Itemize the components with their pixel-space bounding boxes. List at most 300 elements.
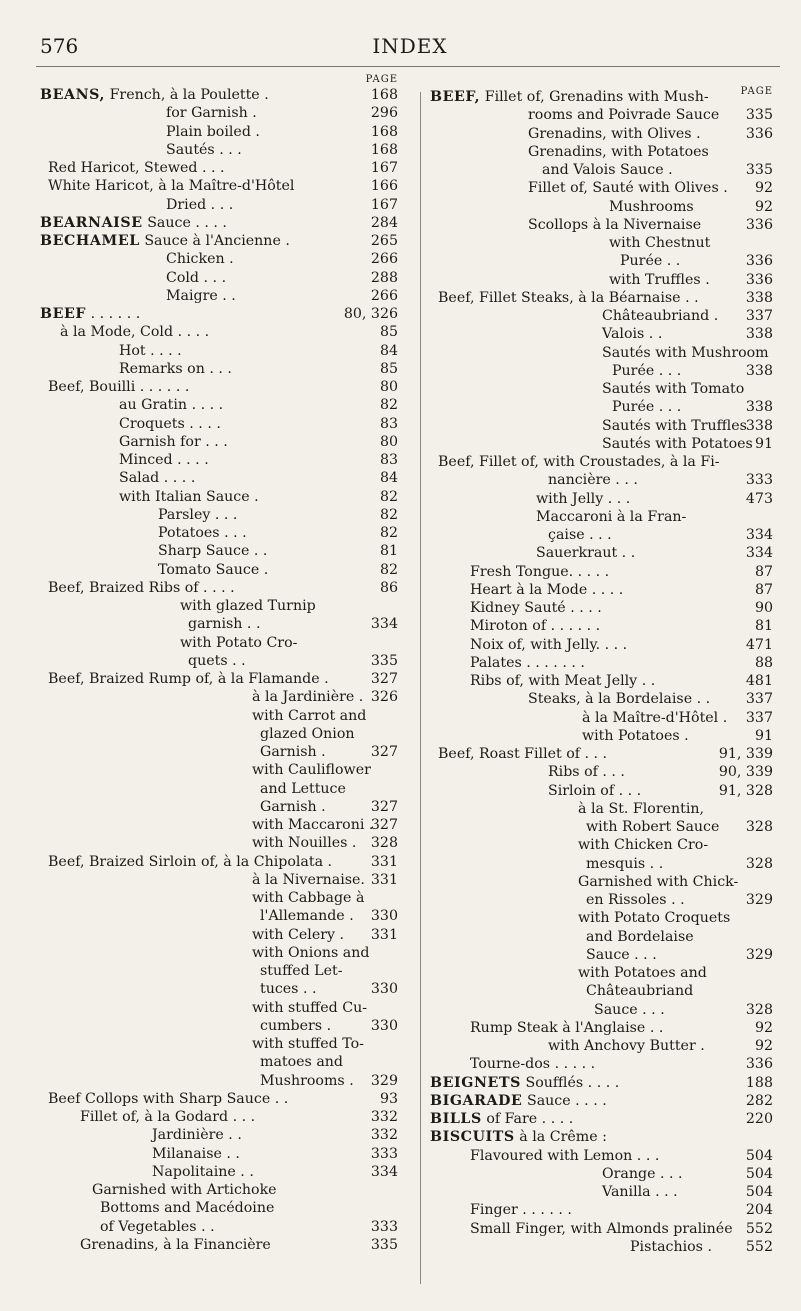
index-entry (40, 123, 400, 141)
entry-label: au Gratin . . . . (119, 397, 224, 414)
entry-label: White Haricot, à la Maître-d'Hôtel (48, 178, 295, 195)
index-entry (430, 380, 775, 398)
index-entry (430, 1110, 775, 1128)
entry-label: Garnished with Chick- (578, 873, 739, 890)
entry-page-numbers: 328 (370, 835, 398, 852)
entry-page-numbers: 473 (745, 490, 773, 507)
entry-text (548, 471, 638, 489)
entry-label: French, à la Poulette . (109, 87, 269, 103)
entry-label: nancière . . . (548, 472, 638, 489)
entry-label: with Potato Cro- (180, 634, 298, 651)
entry-text (158, 524, 247, 542)
entry-text (48, 1090, 288, 1108)
entry-text (48, 670, 329, 688)
entry-label: tuces . . (260, 981, 317, 998)
entry-heading: BIGARADE (430, 1092, 523, 1109)
entry-label: Scollops à la Nivernaise (528, 216, 702, 233)
entry-page-numbers: 91 (754, 727, 773, 744)
entry-page-numbers: 336 (745, 216, 773, 233)
entry-text (582, 727, 689, 745)
entry-page-numbers: 87 (754, 581, 773, 598)
entry-page-numbers: 328 (745, 819, 773, 835)
entry-text (586, 928, 694, 946)
entry-label: l'Allemande . (260, 908, 354, 925)
index-entry (40, 196, 400, 214)
index-entry (430, 271, 775, 289)
entry-label: with Potatoes . (582, 727, 689, 744)
entry-page-numbers: 328 (745, 1001, 773, 1018)
entry-text (252, 1035, 364, 1053)
entry-text (536, 544, 635, 562)
entry-page-numbers: 337 (745, 308, 773, 324)
index-entry (430, 398, 775, 416)
index-entry (430, 581, 775, 599)
entry-text (260, 1017, 331, 1035)
entry-label: Hot . . . . (119, 342, 182, 359)
entry-text (40, 232, 290, 250)
index-entry (430, 928, 775, 946)
entry-label: Steaks, à la Bordelaise . . (528, 691, 711, 708)
entry-label: Sautés with Truffles (602, 417, 747, 434)
entry-label: Jardinière . . (152, 1127, 242, 1144)
entry-text (609, 198, 694, 216)
index-entry (40, 1072, 400, 1090)
index-entry (430, 344, 775, 362)
entry-label: Sauerkraut . . (536, 545, 636, 562)
index-entry (430, 1165, 775, 1183)
entry-page-numbers: 80 (379, 379, 398, 395)
index-entry (40, 688, 400, 706)
entry-text (260, 980, 317, 998)
entry-label: . . . . . . (90, 306, 141, 322)
entry-label: Noix of, with Jelly. . . . (470, 636, 628, 653)
entry-page-numbers: 92 (754, 198, 773, 215)
entry-text (80, 1108, 255, 1126)
entry-page-numbers: 167 (370, 160, 398, 176)
entry-text (586, 891, 685, 909)
entry-label: Orange . . . (602, 1165, 683, 1182)
index-entry (430, 544, 775, 562)
entry-text (48, 159, 225, 177)
entry-label: Fillet of, à la Godard . . . (80, 1109, 256, 1125)
entry-text (260, 962, 343, 980)
entry-label: with Potato Croquets (578, 910, 731, 927)
entry-page-numbers: 336 (745, 271, 773, 288)
index-entry (40, 1035, 400, 1053)
entry-page-numbers: 338 (745, 417, 773, 434)
index-entry (430, 636, 775, 654)
index-entry (430, 125, 775, 143)
entry-label: à la Crême : (519, 1129, 607, 1146)
index-entry (40, 670, 400, 688)
entry-label: Purée . . . (612, 399, 682, 416)
entry-text (260, 1053, 343, 1071)
entry-text (470, 672, 655, 690)
index-entry (430, 873, 775, 891)
entry-page-numbers: 188 (745, 1074, 773, 1091)
index-entry (430, 1147, 775, 1165)
index-entry (40, 853, 400, 871)
index-entry (40, 1053, 400, 1071)
entry-text (166, 141, 242, 159)
index-entry (430, 490, 775, 508)
entry-label: Tourne-dos . . . . . (470, 1056, 596, 1073)
entry-page-numbers: 93 (379, 1090, 398, 1107)
entry-label: Pistachios . (630, 1238, 712, 1255)
index-entry (430, 362, 775, 380)
entry-page-numbers: 166 (370, 178, 398, 195)
page-column-label: PAGE (740, 86, 773, 97)
entry-text (548, 1037, 705, 1055)
entry-label: Sirloin of . . . (548, 782, 642, 799)
entry-page-numbers: 334 (745, 545, 773, 562)
index-entry (40, 506, 400, 524)
entry-text (528, 179, 728, 197)
entry-text (152, 1126, 242, 1144)
index-entry (430, 782, 775, 800)
entry-page-numbers: 91, 339 (718, 746, 773, 762)
entry-text (252, 926, 344, 944)
entry-heading: BEIGNETS (430, 1074, 521, 1091)
entry-text (430, 1128, 607, 1146)
index-entry (40, 415, 400, 433)
entry-page-numbers: 338 (745, 326, 773, 343)
entry-text (158, 506, 237, 524)
entry-text (578, 964, 707, 982)
entry-text (252, 871, 365, 889)
entry-page-numbers: 327 (370, 744, 398, 760)
entry-label: Kidney Sauté . . . . (470, 600, 602, 616)
entry-page-numbers: 90, 339 (718, 764, 773, 781)
entry-text (528, 216, 701, 234)
entry-text (578, 873, 738, 891)
entry-label: Cold . . . (166, 269, 227, 286)
entry-page-numbers: 332 (370, 1109, 398, 1125)
entry-page-numbers: 81 (754, 618, 773, 635)
page-header (40, 34, 780, 60)
entry-text (548, 782, 641, 800)
entry-label: cumbers . (260, 1017, 332, 1034)
entry-page-numbers: 80, 326 (343, 306, 398, 322)
entry-page-numbers: 90 (754, 600, 773, 616)
entry-page-numbers: 91, 328 (718, 782, 773, 799)
entry-text (166, 287, 236, 305)
entry-text (40, 214, 227, 232)
entry-heading: BEANS, (40, 87, 106, 103)
entry-page-numbers: 328 (745, 855, 773, 872)
index-entry (430, 1201, 775, 1219)
index-entry (430, 1183, 775, 1201)
entry-page-numbers: 334 (370, 1163, 398, 1180)
entry-label: with Onions and (252, 944, 370, 961)
entry-text (470, 1019, 663, 1037)
entry-label: Sauce . . . (586, 946, 657, 963)
entry-label: Red Haricot, Stewed . . . (48, 160, 225, 176)
entry-text (166, 123, 260, 141)
entry-page-numbers: 504 (745, 1184, 773, 1200)
entry-page-numbers: 327 (370, 798, 398, 815)
entry-text (260, 907, 354, 925)
index-entry (40, 1108, 400, 1126)
index-entry (40, 907, 400, 925)
index-entry (40, 798, 400, 816)
entry-page-numbers: 335 (370, 1236, 398, 1253)
entry-text (438, 745, 607, 763)
entry-page-numbers: 88 (754, 654, 773, 671)
entry-label: with Celery . (252, 926, 345, 943)
index-column-left (40, 70, 400, 1254)
index-entry (40, 1181, 400, 1199)
column-heading (40, 70, 400, 86)
entry-page-numbers: 334 (745, 527, 773, 543)
entry-text (188, 615, 260, 633)
entry-text (48, 378, 189, 396)
entry-label: Garnish . (260, 744, 326, 760)
entry-label: Fillet of, Grenadins with Mush- (484, 89, 709, 105)
entry-text (609, 271, 710, 289)
index-entry (430, 526, 775, 544)
entry-label: Sharp Sauce . . (158, 543, 268, 560)
index-entry (430, 325, 775, 343)
entry-text (536, 508, 686, 526)
entry-heading: BEARNAISE (40, 214, 143, 231)
entry-label: with stuffed To- (252, 1036, 364, 1052)
entry-page-numbers: 329 (370, 1072, 398, 1089)
entry-text (166, 104, 257, 122)
entry-text (158, 542, 267, 560)
index-entry (430, 179, 775, 197)
entry-text (158, 561, 268, 579)
index-entry (430, 453, 775, 471)
entry-text (470, 599, 602, 617)
index-entry (40, 86, 400, 104)
index-entry (40, 597, 400, 615)
entry-label: Croquets . . . . (119, 415, 221, 432)
entry-text (252, 707, 366, 725)
entry-text (92, 1181, 277, 1199)
entry-page-numbers: 333 (745, 472, 773, 489)
entry-page-numbers: 83 (379, 415, 398, 432)
entry-label: Minced . . . . (119, 452, 209, 468)
entry-text (48, 177, 294, 195)
entry-label: Beef, Fillet Steaks, à la Béarnaise . . (438, 289, 699, 306)
index-entry (40, 1090, 400, 1108)
entry-page-numbers: 86 (379, 579, 398, 596)
index-entry (430, 818, 775, 836)
entry-label: with glazed Turnip (180, 598, 316, 614)
index-entry (430, 690, 775, 708)
entry-text (119, 469, 195, 487)
entry-label: with Carrot and (252, 707, 367, 724)
entry-text (548, 763, 625, 781)
entry-page-numbers: 92 (754, 180, 773, 197)
page-number: 576 (40, 34, 79, 58)
index-entry (40, 141, 400, 159)
entry-text (470, 563, 609, 581)
entry-text (100, 1218, 215, 1236)
entry-heading: BEEF (40, 306, 87, 322)
entry-text (528, 690, 710, 708)
entry-label: with Nouilles . (252, 835, 357, 852)
entry-label: Beef, Bouilli . . . . . . (48, 379, 190, 395)
entry-page-numbers: 331 (370, 871, 398, 888)
entry-text (119, 360, 232, 378)
entry-text (119, 396, 223, 414)
entry-label: with Cauliflower (252, 762, 371, 779)
entry-page-numbers: 265 (370, 233, 398, 249)
index-entry (430, 234, 775, 252)
entry-label: Vanilla . . . (602, 1184, 678, 1200)
entry-text (609, 234, 710, 252)
index-entry (430, 198, 775, 216)
entry-text (470, 1055, 595, 1073)
entry-page-numbers: 333 (370, 1145, 398, 1162)
entry-label: rooms and Poivrade Sauce (528, 107, 720, 124)
entry-page-numbers: 337 (745, 709, 773, 726)
entry-text (80, 1236, 271, 1254)
entry-label: Dried . . . (166, 196, 234, 213)
entry-text (586, 946, 657, 964)
entry-page-numbers: 330 (370, 908, 398, 925)
index-entry (430, 471, 775, 489)
entry-text (152, 1163, 254, 1181)
index-entry (40, 615, 400, 633)
index-entry (40, 999, 400, 1017)
index-entry (40, 488, 400, 506)
entry-text (119, 415, 221, 433)
entry-text (152, 1145, 240, 1163)
entry-page-numbers: 80 (379, 433, 398, 450)
entry-text (470, 581, 623, 599)
entry-label: à la Nivernaise. (252, 871, 365, 888)
entry-page-numbers: 329 (745, 892, 773, 908)
index-entry (430, 1001, 775, 1019)
entry-text (528, 106, 719, 124)
index-entry (430, 672, 775, 690)
index-entry (430, 745, 775, 763)
entry-label: with Italian Sauce . (119, 488, 259, 505)
index-entry (430, 106, 775, 124)
entry-label: Plain boiled . (166, 123, 260, 140)
index-entry (430, 1074, 775, 1092)
entry-text (260, 798, 326, 816)
index-entry (430, 88, 775, 106)
index-entry (40, 323, 400, 341)
entry-text (578, 800, 704, 818)
index-entry (40, 889, 400, 907)
index-entry (40, 159, 400, 177)
index-entry (430, 946, 775, 964)
entry-label: with Chestnut (609, 235, 711, 251)
index-entry (40, 980, 400, 998)
entry-page-numbers: 334 (370, 616, 398, 633)
entry-text (470, 1220, 733, 1238)
index-entry (40, 1218, 400, 1236)
entry-text (602, 344, 769, 362)
index-entry (430, 909, 775, 927)
entry-text (470, 654, 585, 672)
entry-text (578, 836, 708, 854)
entry-page-numbers: 336 (745, 1056, 773, 1073)
index-entry (430, 727, 775, 745)
index-entry (40, 725, 400, 743)
entry-label: with Jelly . . . (536, 490, 631, 507)
index-entry (40, 378, 400, 396)
entry-page-numbers: 82 (379, 525, 398, 541)
index-entry (40, 1163, 400, 1181)
entry-page-numbers: 331 (370, 853, 398, 870)
index-entry (40, 342, 400, 360)
entry-text (602, 417, 747, 435)
index-entry (40, 1126, 400, 1144)
entry-page-numbers: 331 (370, 926, 398, 943)
entry-text (620, 252, 680, 270)
entry-text (470, 636, 627, 654)
index-entry (40, 761, 400, 779)
index-entry (40, 652, 400, 670)
entry-label: with Cabbage à (252, 890, 365, 906)
entry-page-numbers: 204 (745, 1202, 773, 1219)
index-entry (430, 800, 775, 818)
entry-text (602, 307, 718, 325)
index-entry (40, 104, 400, 122)
index-entry (430, 763, 775, 781)
entry-page-numbers: 336 (745, 253, 773, 270)
entry-page-numbers: 504 (745, 1147, 773, 1164)
entry-label: Bottoms and Macédoine (100, 1200, 275, 1217)
entry-label: Purée . . (620, 253, 681, 270)
entry-label: glazed Onion (260, 725, 355, 742)
entry-label: Ribs of . . . (548, 764, 625, 781)
index-entry (430, 161, 775, 179)
entry-text (430, 1110, 573, 1128)
index-entry (40, 944, 400, 962)
entry-label: çaise . . . (548, 527, 612, 543)
index-entry (40, 360, 400, 378)
entry-text (260, 1072, 354, 1090)
entry-label: à la St. Florentin, (578, 800, 705, 817)
index-entry (430, 836, 775, 854)
entry-page-numbers: 84 (379, 342, 398, 359)
index-entry (430, 143, 775, 161)
entry-page-numbers: 82 (379, 488, 398, 505)
entry-page-numbers: 471 (745, 636, 773, 653)
entry-text (252, 688, 363, 706)
entry-heading: BEEF, (430, 89, 481, 105)
entry-page-numbers: 91 (754, 435, 773, 452)
entry-page-numbers: 82 (379, 506, 398, 523)
index-column-right (430, 70, 775, 1256)
index-entry (40, 871, 400, 889)
entry-label: Mushrooms (609, 198, 694, 215)
index-entry (40, 834, 400, 852)
entry-label: en Rissoles . . (586, 892, 685, 908)
entry-page-numbers: 336 (745, 125, 773, 142)
header-rule (36, 66, 780, 67)
index-entry (40, 214, 400, 232)
entry-label: Sautés with Mushroom (602, 344, 769, 361)
entry-text (542, 161, 673, 179)
entry-label: Grenadins, à la Financière (80, 1236, 271, 1253)
entry-label: Chicken . (166, 251, 234, 268)
entry-label: Grenadins, with Olives . (528, 125, 701, 142)
index-entry (430, 855, 775, 873)
index-entry (430, 599, 775, 617)
index-entry (430, 617, 775, 635)
index-entry (430, 1055, 775, 1073)
entry-label: with Anchovy Butter . (548, 1038, 705, 1054)
entry-page-numbers: 329 (745, 946, 773, 963)
